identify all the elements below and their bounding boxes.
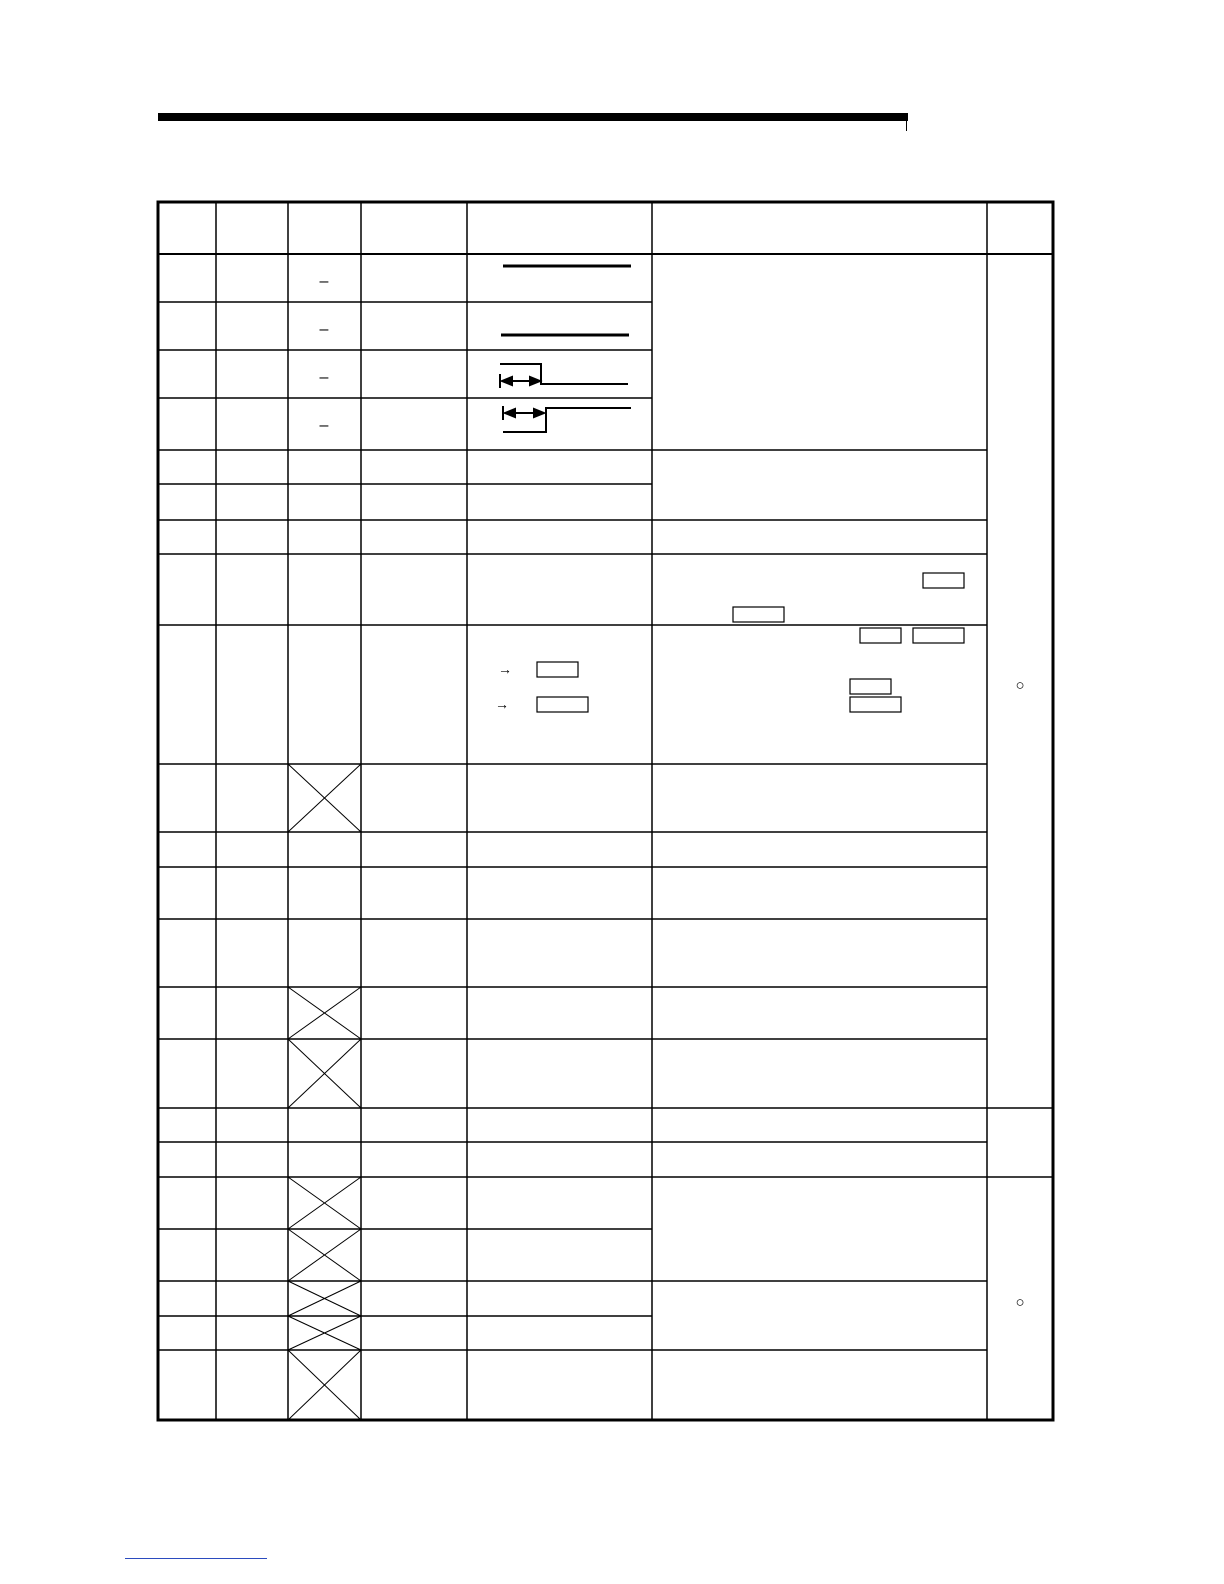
row-lines-full (158, 1108, 1053, 1177)
row-lines-mid (158, 450, 987, 1350)
footer-link-underline[interactable] (125, 1558, 267, 1559)
row-lines-left (158, 302, 652, 1316)
crossed-cell (288, 1350, 361, 1420)
signal-falling-edge (500, 364, 628, 388)
crossed-cells (288, 764, 361, 1420)
crossed-cell (288, 1177, 361, 1229)
crossed-cell (288, 1039, 361, 1108)
timing-diagrams (500, 266, 631, 432)
crossed-cell (288, 987, 361, 1039)
key-box (913, 628, 964, 643)
dash-mark: – (319, 273, 329, 290)
dash-mark: – (319, 417, 329, 434)
arrow-glyph: → (495, 696, 509, 712)
key-box (850, 697, 901, 712)
key-boxes (537, 573, 964, 712)
key-box (923, 573, 964, 588)
check-mark: ○ (1015, 1294, 1025, 1311)
key-box (537, 662, 578, 677)
key-box (860, 628, 901, 643)
crossed-cell (288, 1229, 361, 1281)
crossed-cell (288, 764, 361, 832)
dash-mark: – (319, 369, 329, 386)
crossed-cell (288, 1281, 361, 1316)
key-box (850, 679, 891, 694)
dash-mark: – (319, 321, 329, 338)
crossed-cell (288, 1316, 361, 1350)
arrow-glyph: → (498, 661, 512, 677)
key-box (537, 697, 588, 712)
key-box (733, 607, 784, 622)
signal-rising-edge (503, 406, 631, 432)
check-mark: ○ (1015, 677, 1025, 694)
